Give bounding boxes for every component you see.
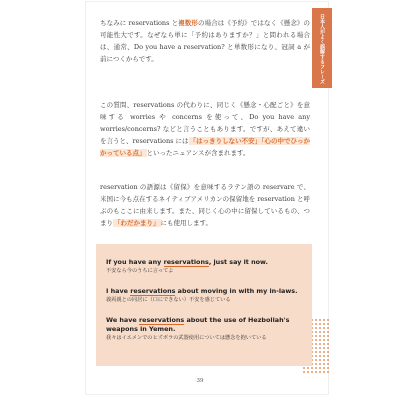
paragraph-1-highlight: 複数形 bbox=[178, 19, 198, 27]
example-3-english bbox=[106, 316, 302, 334]
example-1-japanese: 不安なら今のうちに言ってよ bbox=[106, 268, 174, 274]
example-2-japanese: 義両親との同居に（口にできない）不安を感じている bbox=[106, 297, 231, 303]
paragraph-1-text-a: ちなみに reservations と bbox=[100, 19, 179, 27]
paragraph-1-text-b: の場合は《予約》ではなく《懸念》の可能性大です。なぜなら単に「予約はありますか？」と問われる場合は、通常、Do you have a reservation? と単数形になり、冠詞 a が前につくからです。 bbox=[100, 19, 310, 63]
paragraph-2 bbox=[100, 99, 310, 159]
example-3-en-post: about the use of Hezbollah's weapons in Yemen. bbox=[106, 316, 290, 333]
paragraph-3-text-a: reservation の語源は《留保》を意味するラテン語の reservare で、米国に今も点在するネイティブアメリカンの保留地を reservation と呼ぶのもここに由来します。また、同じく心の中に留保しているもの、つまり bbox=[100, 183, 310, 227]
paragraph-3-highlight: 「わだかまり」 bbox=[114, 219, 160, 227]
example-3-en-pre: We have bbox=[106, 316, 139, 324]
chapter-tab bbox=[312, 8, 332, 88]
example-2 bbox=[106, 287, 302, 304]
example-3-japanese: 我々はイエメンでのヒズボラの武器使用については懸念を抱いている bbox=[106, 335, 267, 341]
example-2-en-pre: I have bbox=[106, 287, 131, 295]
example-1-en-pre: If you have any bbox=[106, 258, 164, 266]
paragraph-1 bbox=[100, 17, 310, 65]
example-2-keyword: reservations bbox=[130, 287, 176, 295]
example-1-english bbox=[106, 258, 302, 267]
paragraph-2-text-a: この質問、reservations の代わりに、同じく《懸念・心配ごと》を意味する worries や concerns を使って、Do you have any worries/concerns? などと言うこともあります。ですが、あえて違いを言うと、reservations には bbox=[100, 101, 310, 145]
paragraph-3 bbox=[100, 181, 310, 229]
example-1-en-post: , just say it now. bbox=[208, 258, 268, 266]
paragraph-2-highlight: 「はっきりしない不安」「心の中でひっかかっている点」 bbox=[100, 137, 311, 157]
paragraph-2-text-b: といったニュアンスが含まれます。 bbox=[146, 149, 250, 157]
page-number: 39 bbox=[196, 378, 204, 384]
example-3 bbox=[106, 316, 302, 342]
example-2-en-post: about moving in with my in-laws. bbox=[175, 287, 298, 295]
example-3-keyword: reservations bbox=[138, 316, 185, 324]
example-2-english bbox=[106, 287, 302, 296]
example-1-keyword: reservations bbox=[163, 258, 209, 266]
chapter-tab-label: 日本人がよく誤解するフレーズ bbox=[319, 14, 325, 84]
paragraph-3-text-b: にも使用します。 bbox=[160, 219, 212, 227]
example-1 bbox=[106, 258, 302, 275]
